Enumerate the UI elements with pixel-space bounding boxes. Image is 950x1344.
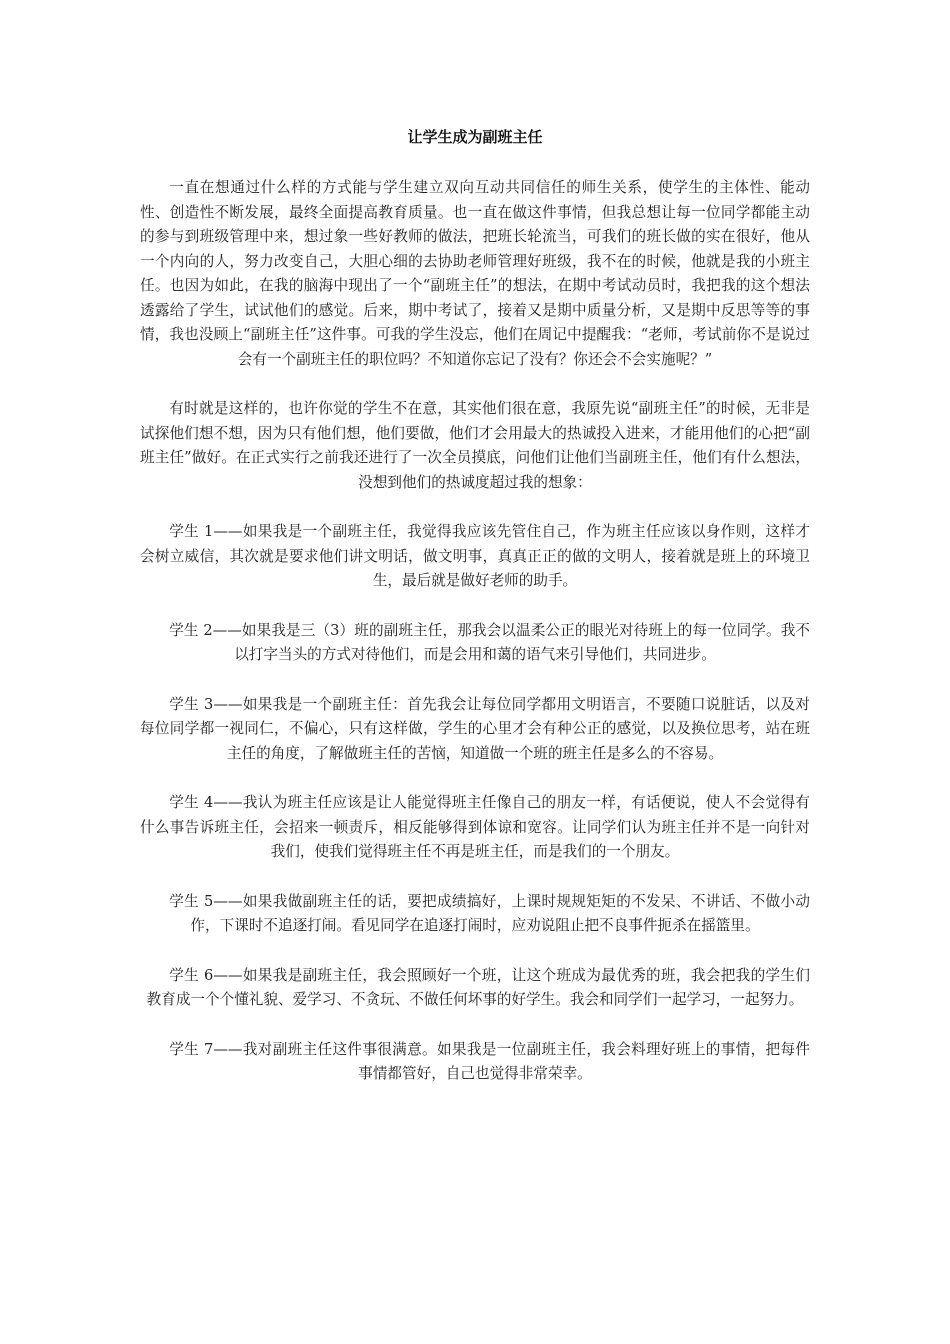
paragraph-student-2: 学生 2——如果我是三（3）班的副班主任，那我会以温柔公正的眼光对待班上的每一位同学。我不以打字当头的方式对待他们，而是会用和蔼的语气来引导他们，共同进步。 [169, 621, 810, 663]
paragraph-student-3: 学生 3——如果我是一个副班主任：首先我会让每位同学都用文明语言，不要随口说脏话，以及对每位同学都一视同仁，不偏心，只有这样做，学生的心里才会有种公正的感觉，以及换位思考，站在班主任的角度，了解做班主任的苦恼，知道做一个班的班主任是多么的不容易。 [140, 695, 810, 762]
paragraph-intro: 一直在想通过什么样的方式能与学生建立双向互动共同信任的师生关系，使学生的主体性、能动性、创造性不断发展，最终全面提高教育质量。也一直在做这件事情，但我总想让每一位同学都能主动的参与到班级管理中来，想过象一些好教师的做法，把班长轮流当，可我们的班长做的实在很好，他从一个内向的人，努力改变自己，大胆心细的去协助老师管理好班级，我不在的时候，他就是我的小班主任。也因为如此，在我的脑海中现出了一个“副班主任”的想法，在期中考试动员时，我把我的这个想法透露给了学生，试试他们的感觉。后来，期中考试了，接着又是期中质量分析，又是期中反思等等的事情，我也没顾上“副班主任”这件事。可我的学生没忘，他们在周记中提醒我：“老师，考试前你不是说过会有一个副班主任的职位吗？不知道你忘记了没有？你还会不会实施呢？” [140, 179, 810, 368]
document-body [140, 176, 810, 1112]
paragraph-student-1: 学生 1——如果我是一个副班主任，我觉得我应该先管住自己，作为班主任应该以身作则，这样才会树立威信，其次就是要求他们讲文明话，做文明事，真真正正的做的文明人，接着就是班上的环境卫生，最后就是做好老师的助手。 [140, 523, 810, 589]
paragraph-student-4: 学生 4——我认为班主任应该是让人能觉得班主任像自己的朋友一样，有话便说，使人不会觉得有什么事告诉班主任，会招来一顿责斥，相反能够得到体谅和宽容。让同学们认为班主任并不是一向针对我们，使我们觉得班主任不再是班主任，而是我们的一个朋友。 [140, 794, 810, 860]
paragraph-student-5: 学生 5——如果我做副班主任的话，要把成绩搞好，上课时规规矩矩的不发呆、不讲话、不做小动作，下课时不追逐打闹。看见同学在追逐打闹时，应劝说阻止把不良事件扼杀在摇篮里。 [169, 892, 810, 934]
document-title: 让学生成为副班主任 [407, 128, 543, 146]
paragraph-student-6: 学生 6——如果我是副班主任，我会照顾好一个班，让这个班成为最优秀的班，我会把我的学生们教育成一个个懂礼貌、爱学习、不贪玩、不做任何坏事的好学生。我会和同学们一起学习，一起努力。 [146, 966, 810, 1008]
paragraph-student-7: 学生 7——我对副班主任这件事很满意。如果我是一位副班主任，我会料理好班上的事情，把每件事情都管好，自己也觉得非常荣幸。 [169, 1040, 810, 1082]
paragraph-reflection: 有时就是这样的，也许你觉的学生不在意，其实他们很在意，我原先说“副班主任”的时候，无非是试探他们想不想，因为只有他们想，他们要做，他们才会用最大的热诚投入进来，才能用他们的心把“副班主任”做好。在正式实行之前我还进行了一次全员摸底，问他们让他们当副班主任，他们有什么想法，没想到他们的热诚度超过我的想象： [140, 400, 810, 491]
